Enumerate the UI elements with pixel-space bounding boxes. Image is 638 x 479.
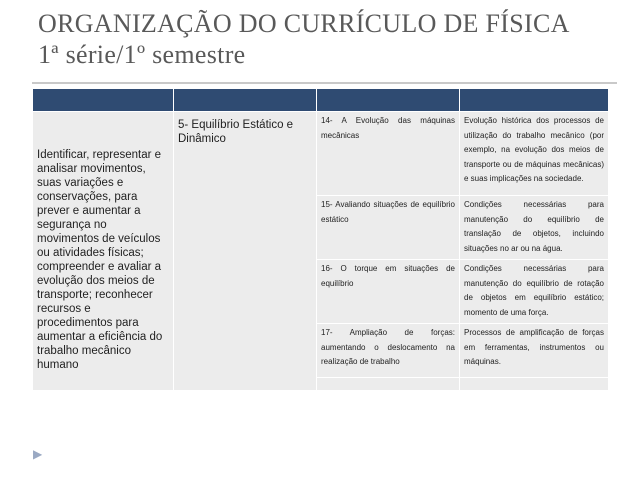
page-title [38, 8, 628, 70]
skill-cell [460, 112, 609, 196]
header-cell [33, 89, 174, 112]
competency-cell [33, 112, 174, 391]
skill-cell [460, 260, 609, 324]
theme-text: 5- Equilíbrio Estático e Dinâmico [178, 119, 294, 145]
topic-text: 14- A Evolução das máquinas mecânicas [321, 116, 455, 140]
skill-cell [460, 196, 609, 260]
table-header-row [33, 89, 609, 112]
curriculum-table [32, 88, 609, 391]
header-cell [174, 89, 317, 112]
competency-text: Identificar, representar e analisar movimentos, suas variações e conservações, para prever e aumentar a segurança no movimentos de veículos ou atividades físicas; compreender e avaliar a evolução dos meios de transporte; reconhecer recursos e procedimentos para aumentar a eficiência do trabalho mecânico humano [37, 149, 163, 371]
topic-text: 16- O torque em situações de equilíbrio [321, 264, 455, 288]
skill-cell [460, 324, 609, 378]
header-cell [460, 89, 609, 112]
title-divider [32, 82, 617, 84]
theme-cell [174, 112, 317, 391]
header-cell [317, 89, 460, 112]
skill-text: Condições necessárias para manutenção do equilíbrio de translação de objetos, incluindo situações no ar ou na água. [464, 200, 604, 253]
title-line-1: ORGANIZAÇÃO DO CURRÍCULO DE FÍSICA [38, 9, 570, 38]
topic-cell [317, 260, 460, 324]
empty-cell [460, 378, 609, 391]
skill-text: Evolução histórica dos processos de utilização do trabalho mecânico (por exemplo, na evolução dos meios de transporte ou de máquinas mecânicas) e suas implicações na sociedade. [464, 116, 604, 183]
topic-cell [317, 196, 460, 260]
empty-cell [317, 378, 460, 391]
skill-text: Processos de amplificação de forças em ferramentas, instrumentos ou máquinas. [464, 328, 604, 366]
table-row [33, 112, 609, 196]
topic-cell [317, 112, 460, 196]
bullet-icon: ▶ [33, 447, 43, 461]
topic-cell [317, 324, 460, 378]
skill-text: Condições necessárias para manutenção do equilíbrio de rotação de objetos em equilíbrio estático; momento de uma força. [464, 264, 604, 317]
topic-text: 17- Ampliação de forças: aumentando o deslocamento na realização de trabalho [321, 328, 455, 366]
topic-text: 15- Avaliando situações de equilíbrio estático [321, 200, 455, 224]
title-line-2: 1ª série/1º semestre [38, 40, 246, 69]
